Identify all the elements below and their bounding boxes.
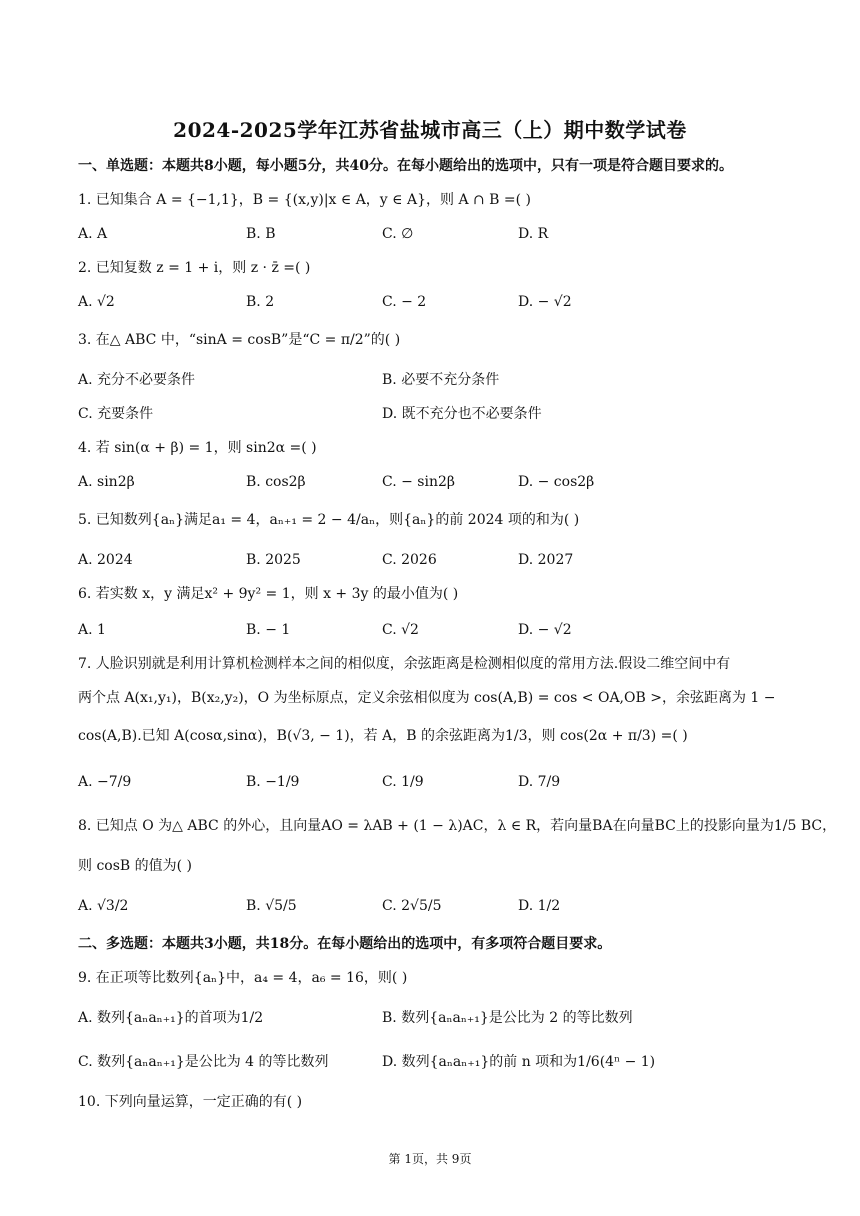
question-3: 3. 在△ ABC 中，“sinA = cosB”是“C = π/2”的( ) [78, 332, 401, 348]
q3-option-d[interactable]: D. 既不充分也不必要条件 [382, 406, 542, 422]
q4-option-d[interactable]: D. − cos2β [518, 474, 595, 490]
question-10: 10. 下列向量运算，一定正确的有( ) [78, 1094, 303, 1110]
q6-option-b[interactable]: B. − 1 [246, 622, 291, 638]
question-7-line-1: 7. 人脸识别就是利用计算机检测样本之间的相似度，余弦距离是检测相似度的常用方法.假设二维空间中有 [78, 656, 731, 672]
q6-option-a[interactable]: A. 1 [78, 622, 106, 638]
q6-option-c[interactable]: C. √2 [382, 622, 419, 638]
q1-option-d[interactable]: D. R [518, 226, 549, 242]
section-multiple-choice: 二、多选题：本题共3小题，共18分。在每小题给出的选项中，有多项符合题目要求。 [78, 936, 612, 952]
question-5: 5. 已知数列{aₙ}满足a₁ = 4，aₙ₊₁ = 2 − 4/aₙ，则{aₙ}的前 2024 项的和为( ) [78, 512, 580, 528]
q4-option-a[interactable]: A. sin2β [78, 474, 135, 490]
question-7-line-3: cos(A,B).已知 A(cosα,sinα)，B(√3, − 1)，若 A，B 的余弦距离为1/3，则 cos(2α + π/3) =( ) [78, 728, 688, 744]
q1-option-c[interactable]: C. ∅ [382, 226, 414, 242]
q7-option-d[interactable]: D. 7/9 [518, 774, 561, 790]
q8-option-c[interactable]: C. 2√5/5 [382, 898, 442, 914]
q5-option-d[interactable]: D. 2027 [518, 552, 574, 568]
q1-option-b[interactable]: B. B [246, 226, 276, 242]
q7-option-c[interactable]: C. 1/9 [382, 774, 424, 790]
question-6: 6. 若实数 x，y 满足x² + 9y² = 1，则 x + 3y 的最小值为( ) [78, 586, 459, 602]
q2-option-b[interactable]: B. 2 [246, 294, 275, 310]
q7-option-a[interactable]: A. −7/9 [78, 774, 132, 790]
q9-option-c[interactable]: C. 数列{aₙaₙ₊₁}是公比为 4 的等比数列 [78, 1054, 329, 1070]
question-7-line-2: 两个点 A(x₁,y₁)，B(x₂,y₂)，O 为坐标原点，定义余弦相似度为 cos(A,B) = cos < OA,OB >，余弦距离为 1 − [78, 690, 776, 706]
question-2: 2. 已知复数 z = 1 + i，则 z · z̄ =( ) [78, 260, 311, 276]
q9-option-a[interactable]: A. 数列{aₙaₙ₊₁}的首项为1/2 [78, 1010, 264, 1026]
question-9: 9. 在正项等比数列{aₙ}中，a₄ = 4，a₆ = 16，则( ) [78, 970, 408, 986]
q8-option-a[interactable]: A. √3/2 [78, 898, 129, 914]
q3-option-b[interactable]: B. 必要不充分条件 [382, 372, 500, 388]
q4-option-c[interactable]: C. − sin2β [382, 474, 455, 490]
q3-option-c[interactable]: C. 充要条件 [78, 406, 154, 422]
question-4: 4. 若 sin(α + β) = 1，则 sin2α =( ) [78, 440, 317, 456]
question-8-line-1: 8. 已知点 O 为△ ABC 的外心，且向量AO = λAB + (1 − λ)AC，λ ∈ R，若向量BA在向量BC上的投影向量为1/5 BC， [78, 818, 837, 834]
q4-option-b[interactable]: B. cos2β [246, 474, 306, 490]
q1-option-a[interactable]: A. A [78, 226, 108, 242]
q8-option-d[interactable]: D. 1/2 [518, 898, 561, 914]
section-single-choice: 一、单选题：本题共8小题，每小题5分，共40分。在每小题给出的选项中，只有一项是符合题目要求的。 [78, 158, 733, 174]
q8-option-b[interactable]: B. √5/5 [246, 898, 297, 914]
q5-option-a[interactable]: A. 2024 [78, 552, 133, 568]
q9-option-d[interactable]: D. 数列{aₙaₙ₊₁}的前 n 项和为1/6(4ⁿ − 1) [382, 1054, 656, 1070]
q5-option-b[interactable]: B. 2025 [246, 552, 301, 568]
q2-option-d[interactable]: D. − √2 [518, 294, 572, 310]
q5-option-c[interactable]: C. 2026 [382, 552, 437, 568]
page-footer: 第 1页，共 9页 [388, 1152, 472, 1166]
exam-title: 2024-2025学年江苏省盐城市高三（上）期中数学试卷 [173, 118, 687, 142]
question-8-line-2: 则 cosB 的值为( ) [78, 858, 193, 874]
q2-option-c[interactable]: C. − 2 [382, 294, 427, 310]
q2-option-a[interactable]: A. √2 [78, 294, 115, 310]
q7-option-b[interactable]: B. −1/9 [246, 774, 300, 790]
q9-option-b[interactable]: B. 数列{aₙaₙ₊₁}是公比为 2 的等比数列 [382, 1010, 633, 1026]
q6-option-d[interactable]: D. − √2 [518, 622, 572, 638]
question-1: 1. 已知集合 A = {−1,1}，B = {(x,y)|x ∈ A，y ∈ A}，则 A ∩ B =( ) [78, 192, 532, 208]
q3-option-a[interactable]: A. 充分不必要条件 [78, 372, 196, 388]
